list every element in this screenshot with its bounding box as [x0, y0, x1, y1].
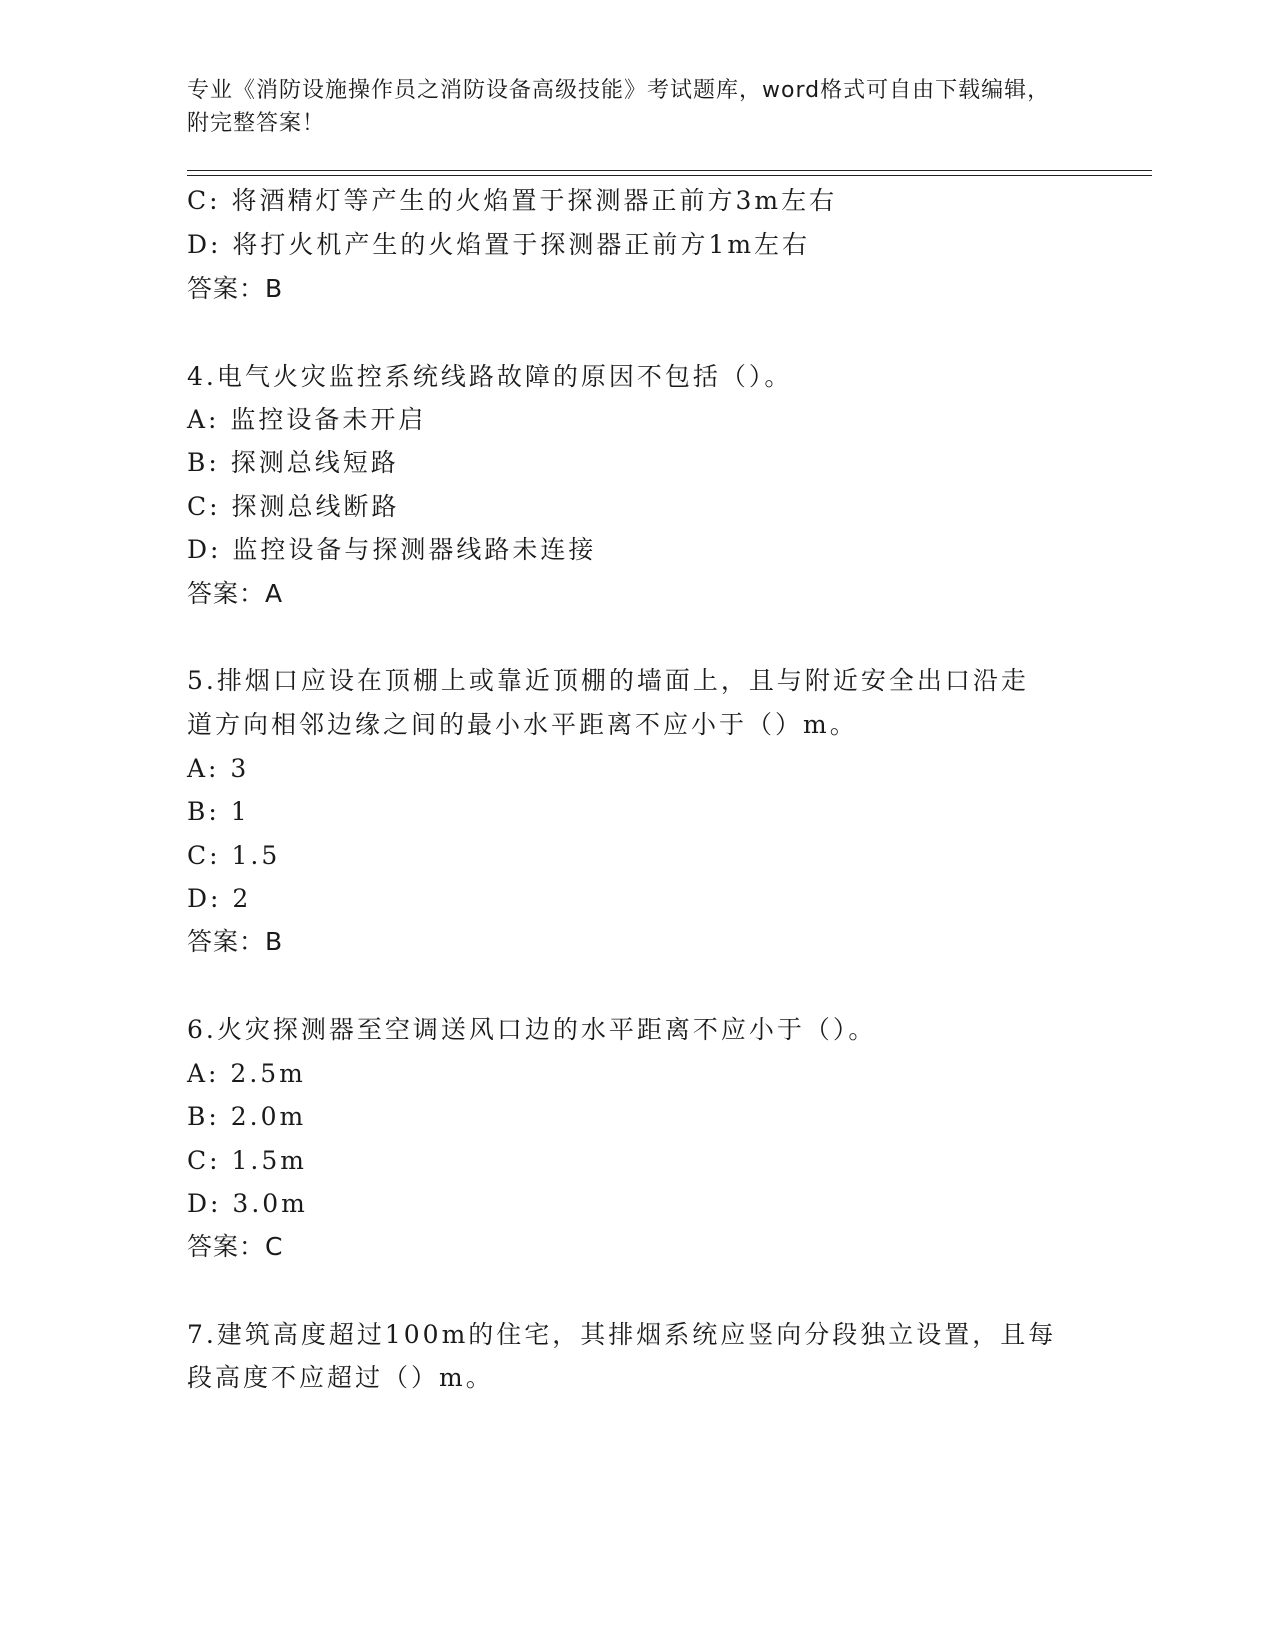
- answer-line: 答案：B: [187, 274, 284, 303]
- option-a: A: 监控设备未开启: [187, 405, 427, 434]
- question-stem: 7.建筑高度超过100m的住宅，其排烟系统应竖向分段独立设置，且每: [187, 1320, 1057, 1349]
- question-stem: 6.火灾探测器至空调送风口边的水平距离不应小于（）。: [187, 1015, 877, 1044]
- option-b: B: 2.0m: [187, 1102, 307, 1131]
- option-b: B: 1: [187, 797, 250, 826]
- header-divider-bottom: [187, 175, 1152, 176]
- question-stem-continued: 道方向相邻边缘之间的最小水平距离不应小于（）m。: [187, 710, 858, 739]
- header-text: 专业《消防设施操作员之消防设备高级技能》考试题库，word格式可自由下载编辑，附完整答案！: [187, 78, 1051, 136]
- option-b: B: 探测总线短路: [187, 448, 399, 477]
- option-d: D: 2: [187, 884, 252, 913]
- option-a: A: 2.5m: [187, 1059, 306, 1088]
- answer-line: 答案：B: [187, 927, 284, 956]
- option-c: C: 1.5: [187, 841, 281, 870]
- option-d: D: 监控设备与探测器线路未连接: [187, 535, 597, 564]
- option-c: C: 1.5m: [187, 1146, 307, 1175]
- question-stem: 5.排烟口应设在顶棚上或靠近顶棚的墙面上，且与附近安全出口沿走: [187, 666, 1029, 695]
- option-c: C: 探测总线断路: [187, 492, 400, 521]
- option-a: A: 3: [187, 754, 250, 783]
- document-header: [187, 74, 1067, 140]
- option-c: C: 将酒精灯等产生的火焰置于探测器正前方3m左右: [187, 186, 838, 215]
- question-stem: 4.电气火灾监控系统线路故障的原因不包括（）。: [187, 362, 793, 391]
- option-d: D: 3.0m: [187, 1189, 308, 1218]
- header-divider-top: [187, 170, 1152, 171]
- answer-line: 答案：A: [187, 579, 284, 608]
- answer-line: 答案：C: [187, 1232, 284, 1261]
- option-d: D: 将打火机产生的火焰置于探测器正前方1m左右: [187, 230, 811, 259]
- question-stem-continued: 段高度不应超过（）m。: [187, 1363, 494, 1392]
